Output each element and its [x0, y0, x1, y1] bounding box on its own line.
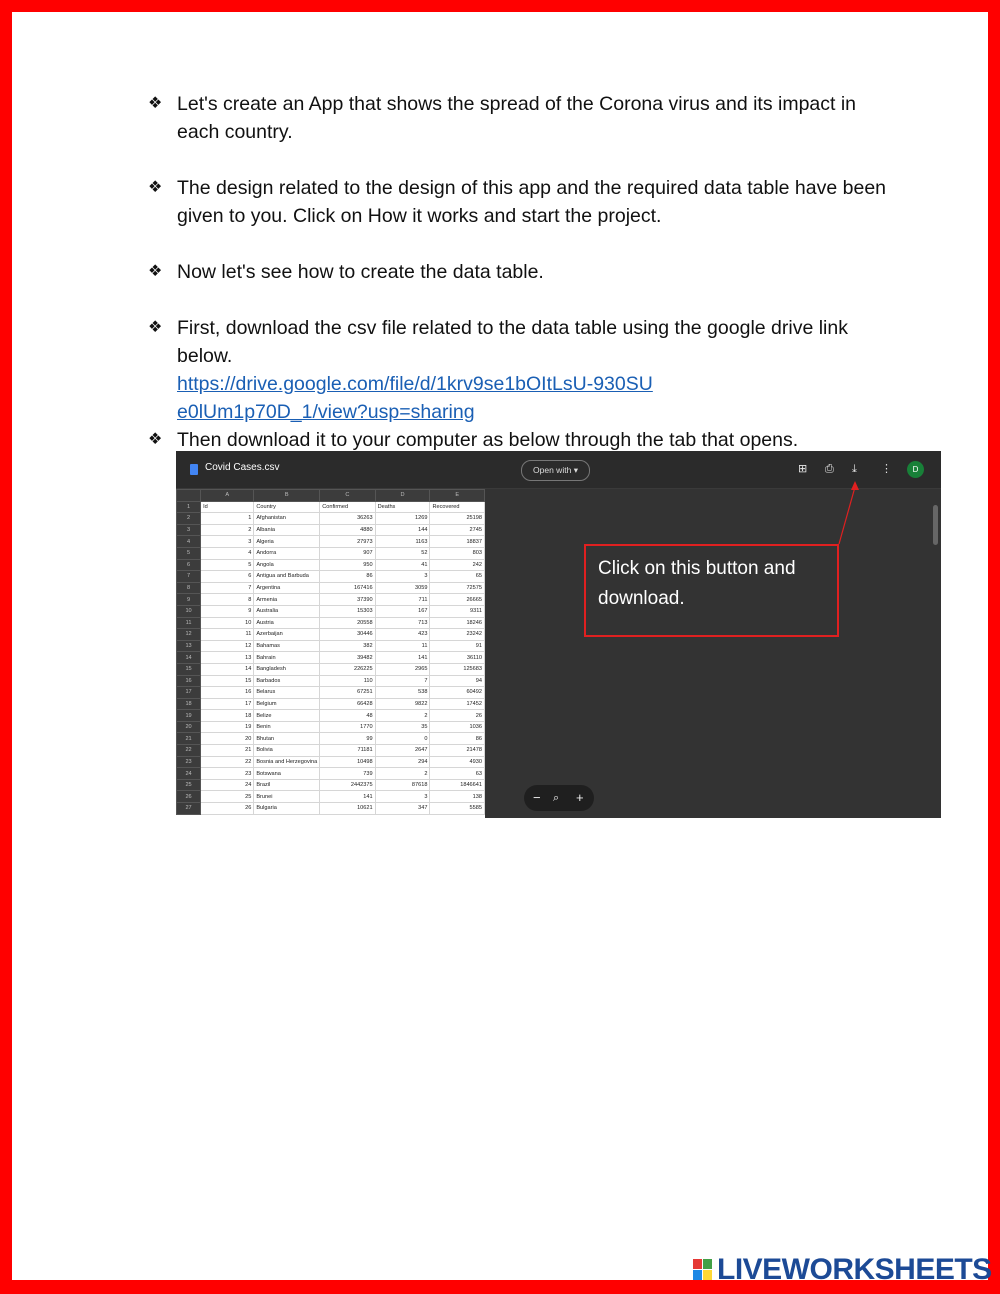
diamond-bullet-icon: ❖: [148, 319, 163, 336]
table-cell: 11: [375, 640, 430, 652]
row-number: 20: [177, 721, 201, 733]
table-row: [177, 779, 485, 791]
diamond-bullet-icon: ❖: [148, 263, 163, 280]
table-cell: 35: [375, 721, 430, 733]
logo-text: LIVEWORKSHEETS: [717, 1253, 992, 1286]
row-number: 24: [177, 768, 201, 780]
instruction-item-5: [148, 426, 888, 454]
instruction-text: Let's create an App that shows the spread of the Corona virus and its impact in each country.: [177, 93, 857, 143]
instruction-item-1: [148, 90, 888, 146]
table-cell: 125683: [430, 663, 485, 675]
row-number: 9: [177, 594, 201, 606]
table-cell: 167416: [320, 582, 375, 594]
table-cell: 538: [375, 687, 430, 699]
file-title: Covid Cases.csv: [205, 462, 280, 473]
drive-viewer-screenshot: [176, 451, 941, 818]
column-letter: C: [320, 490, 375, 502]
table-row: [177, 803, 485, 815]
column-letter: A: [201, 490, 254, 502]
table-row: [177, 721, 485, 733]
row-number: 2: [177, 513, 201, 525]
table-cell: 6: [201, 571, 254, 583]
table-cell: 144: [375, 524, 430, 536]
table-cell: Azerbaijan: [254, 629, 320, 641]
download-icon[interactable]: ⤓: [852, 463, 857, 475]
table-cell: 26: [201, 803, 254, 815]
instruction-item-2: [148, 174, 888, 230]
row-number: 27: [177, 803, 201, 815]
table-cell: 4880: [320, 524, 375, 536]
table-cell: Austria: [254, 617, 320, 629]
open-with-button[interactable]: [521, 460, 590, 481]
table-cell: Barbados: [254, 675, 320, 687]
table-cell: 739: [320, 768, 375, 780]
table-row: [177, 594, 485, 606]
zoom-out-button[interactable]: −: [533, 790, 541, 805]
table-cell: 9822: [375, 698, 430, 710]
table-cell: 21: [201, 745, 254, 757]
scrollbar[interactable]: [933, 505, 938, 545]
table-row: [177, 547, 485, 559]
table-cell: 26665: [430, 594, 485, 606]
instruction-item-4: [148, 314, 888, 426]
table-row: [177, 524, 485, 536]
row-number: 15: [177, 663, 201, 675]
row-number: 25: [177, 779, 201, 791]
table-row: [177, 733, 485, 745]
table-cell: 713: [375, 617, 430, 629]
table-cell: 10621: [320, 803, 375, 815]
table-cell: 86: [320, 571, 375, 583]
table-cell: 18246: [430, 617, 485, 629]
table-cell: 0: [375, 733, 430, 745]
open-with-label: Open with: [533, 465, 572, 475]
table-row: [177, 768, 485, 780]
table-cell: 141: [375, 652, 430, 664]
table-cell: Recovered: [430, 501, 485, 513]
row-number: 21: [177, 733, 201, 745]
column-letter: B: [254, 490, 320, 502]
table-cell: 2965: [375, 663, 430, 675]
table-row: [177, 640, 485, 652]
table-cell: 52: [375, 547, 430, 559]
table-cell: 7: [375, 675, 430, 687]
column-letter: E: [430, 490, 485, 502]
table-cell: Deaths: [375, 501, 430, 513]
table-cell: 48: [320, 710, 375, 722]
row-number: 18: [177, 698, 201, 710]
table-cell: 20558: [320, 617, 375, 629]
table-cell: 3: [201, 536, 254, 548]
table-cell: 2: [375, 768, 430, 780]
table-cell: 950: [320, 559, 375, 571]
table-cell: Belgium: [254, 698, 320, 710]
table-cell: 22: [201, 756, 254, 768]
row-number: 23: [177, 756, 201, 768]
diamond-bullet-icon: ❖: [148, 95, 163, 112]
table-cell: 11: [201, 629, 254, 641]
row-number: 19: [177, 710, 201, 722]
table-cell: Bahrain: [254, 652, 320, 664]
table-cell: 25: [201, 791, 254, 803]
table-cell: Afghanistan: [254, 513, 320, 525]
table-row: [177, 663, 485, 675]
table-cell: Bulgaria: [254, 803, 320, 815]
table-cell: 66428: [320, 698, 375, 710]
table-cell: Botswana: [254, 768, 320, 780]
row-number: 22: [177, 745, 201, 757]
table-cell: 9: [201, 605, 254, 617]
table-cell: 5: [201, 559, 254, 571]
table-cell: 907: [320, 547, 375, 559]
table-row: [177, 687, 485, 699]
document-icon: [190, 464, 198, 475]
table-cell: 2: [201, 524, 254, 536]
table-cell: 803: [430, 547, 485, 559]
table-cell: 1036: [430, 721, 485, 733]
table-row: [177, 756, 485, 768]
row-number: 14: [177, 652, 201, 664]
table-cell: 1163: [375, 536, 430, 548]
table-cell: 9311: [430, 605, 485, 617]
column-letter: D: [375, 490, 430, 502]
table-cell: 23: [201, 768, 254, 780]
table-cell: 3059: [375, 582, 430, 594]
row-number: 13: [177, 640, 201, 652]
table-cell: Algeria: [254, 536, 320, 548]
table-row: [177, 745, 485, 757]
table-cell: 167: [375, 605, 430, 617]
table-cell: 72575: [430, 582, 485, 594]
table-cell: 141: [320, 791, 375, 803]
table-cell: Argentina: [254, 582, 320, 594]
table-cell: Belarus: [254, 687, 320, 699]
add-comment-icon[interactable]: ⊞: [798, 463, 808, 475]
table-cell: 27973: [320, 536, 375, 548]
table-row: [177, 710, 485, 722]
table-cell: 3: [375, 791, 430, 803]
table-cell: 2647: [375, 745, 430, 757]
google-drive-link[interactable]: https://drive.google.com/file/d/1krv9se1bOItLsU-930SUe0lUm1p70D_1/view?usp=sharing: [177, 373, 653, 423]
table-cell: 14: [201, 663, 254, 675]
table-cell: 226225: [320, 663, 375, 675]
table-cell: Belize: [254, 710, 320, 722]
table-cell: 4: [201, 547, 254, 559]
table-cell: 1770: [320, 721, 375, 733]
spreadsheet-preview: [176, 489, 485, 818]
table-cell: 1269: [375, 513, 430, 525]
table-cell: 18837: [430, 536, 485, 548]
table-cell: 63: [430, 768, 485, 780]
instructions: [148, 90, 888, 454]
table-cell: Australia: [254, 605, 320, 617]
table-cell: 138: [430, 791, 485, 803]
table-cell: 242: [430, 559, 485, 571]
table-cell: Brunei: [254, 791, 320, 803]
row-number: 3: [177, 524, 201, 536]
table-cell: 13: [201, 652, 254, 664]
table-cell: Albania: [254, 524, 320, 536]
row-number: 11: [177, 617, 201, 629]
table-row: [177, 571, 485, 583]
table-cell: 20: [201, 733, 254, 745]
table-cell: Antigua and Barbuda: [254, 571, 320, 583]
table-cell: Andorra: [254, 547, 320, 559]
row-number: 26: [177, 791, 201, 803]
table-cell: 18: [201, 710, 254, 722]
viewer-toolbar: [176, 451, 941, 489]
table-cell: 39482: [320, 652, 375, 664]
data-table: [176, 489, 485, 815]
table-cell: 347: [375, 803, 430, 815]
table-cell: 65: [430, 571, 485, 583]
table-cell: 25198: [430, 513, 485, 525]
table-cell: 7: [201, 582, 254, 594]
table-cell: 1846641: [430, 779, 485, 791]
table-cell: Angola: [254, 559, 320, 571]
table-cell: 21478: [430, 745, 485, 757]
table-cell: Armenia: [254, 594, 320, 606]
avatar[interactable]: D: [907, 461, 924, 478]
table-cell: Bahamas: [254, 640, 320, 652]
table-cell: 10498: [320, 756, 375, 768]
table-cell: 19: [201, 721, 254, 733]
table-row: [177, 791, 485, 803]
table-row: [177, 536, 485, 548]
logo-mark-icon: [693, 1259, 713, 1281]
callout-text: Click on this button and download.: [598, 558, 796, 609]
table-cell: 15: [201, 675, 254, 687]
table-cell: 30446: [320, 629, 375, 641]
table-cell: 36263: [320, 513, 375, 525]
table-cell: 2442375: [320, 779, 375, 791]
table-cell: 15303: [320, 605, 375, 617]
instruction-text: Then download it to your computer as below through the tab that opens.: [177, 429, 799, 451]
table-cell: 5585: [430, 803, 485, 815]
table-cell: 4930: [430, 756, 485, 768]
table-cell: 37390: [320, 594, 375, 606]
table-cell: Bangladesh: [254, 663, 320, 675]
table-cell: 423: [375, 629, 430, 641]
table-cell: Bolivia: [254, 745, 320, 757]
row-number: 5: [177, 547, 201, 559]
row-number: 6: [177, 559, 201, 571]
table-cell: 17452: [430, 698, 485, 710]
print-icon[interactable]: ⎙: [825, 463, 834, 475]
table-cell: 294: [375, 756, 430, 768]
table-cell: Country: [254, 501, 320, 513]
instruction-text: First, download the csv file related to the data table using the google drive link below.: [177, 317, 848, 367]
row-number: 4: [177, 536, 201, 548]
table-cell: 26: [430, 710, 485, 722]
table-row: [177, 698, 485, 710]
table-cell: 36110: [430, 652, 485, 664]
row-number: 8: [177, 582, 201, 594]
table-cell: 3: [375, 571, 430, 583]
table-cell: 87618: [375, 779, 430, 791]
table-cell: 382: [320, 640, 375, 652]
table-cell: 91: [430, 640, 485, 652]
table-cell: Brazil: [254, 779, 320, 791]
table-cell: 94: [430, 675, 485, 687]
instruction-text: Now let's see how to create the data table.: [177, 261, 544, 283]
diamond-bullet-icon: ❖: [148, 431, 163, 448]
table-cell: 60492: [430, 687, 485, 699]
table-cell: 16: [201, 687, 254, 699]
row-number: 1: [177, 501, 201, 513]
table-cell: 24: [201, 779, 254, 791]
row-number: 16: [177, 675, 201, 687]
table-cell: 1: [201, 513, 254, 525]
row-number: 7: [177, 571, 201, 583]
table-cell: 2745: [430, 524, 485, 536]
caret-down-icon: ▾: [573, 465, 578, 475]
diamond-bullet-icon: ❖: [148, 179, 163, 196]
table-cell: 71181: [320, 745, 375, 757]
row-number: 17: [177, 687, 201, 699]
table-row: [177, 559, 485, 571]
header-row: [177, 501, 485, 513]
table-row: [177, 675, 485, 687]
table-row: [177, 582, 485, 594]
table-row: [177, 652, 485, 664]
zoom-in-button[interactable]: +: [576, 790, 584, 805]
table-cell: 17: [201, 698, 254, 710]
column-letter-row: [177, 490, 485, 502]
row-number: 10: [177, 605, 201, 617]
table-cell: Bosnia and Herzegovina: [254, 756, 320, 768]
more-options-icon[interactable]: ⋮: [881, 463, 892, 475]
table-cell: 23242: [430, 629, 485, 641]
table-cell: 67251: [320, 687, 375, 699]
table-cell: 2: [375, 710, 430, 722]
table-cell: Benin: [254, 721, 320, 733]
row-number: 12: [177, 629, 201, 641]
zoom-controls: [524, 785, 594, 811]
callout-box: [584, 544, 839, 637]
instruction-item-3: [148, 258, 888, 286]
table-row: [177, 629, 485, 641]
table-cell: 711: [375, 594, 430, 606]
table-cell: Confirmed: [320, 501, 375, 513]
table-cell: Id: [201, 501, 254, 513]
table-cell: 86: [430, 733, 485, 745]
table-cell: 99: [320, 733, 375, 745]
table-cell: Bhutan: [254, 733, 320, 745]
table-row: [177, 513, 485, 525]
table-cell: 41: [375, 559, 430, 571]
table-cell: 8: [201, 594, 254, 606]
table-cell: 110: [320, 675, 375, 687]
corner-cell: [177, 490, 201, 502]
table-row: [177, 605, 485, 617]
table-row: [177, 617, 485, 629]
table-cell: 12: [201, 640, 254, 652]
instruction-text: The design related to the design of this app and the required data table have been given to you. Click on How it works and start the project.: [177, 177, 887, 227]
magnifier-icon: ⌕: [553, 792, 560, 804]
table-cell: 10: [201, 617, 254, 629]
